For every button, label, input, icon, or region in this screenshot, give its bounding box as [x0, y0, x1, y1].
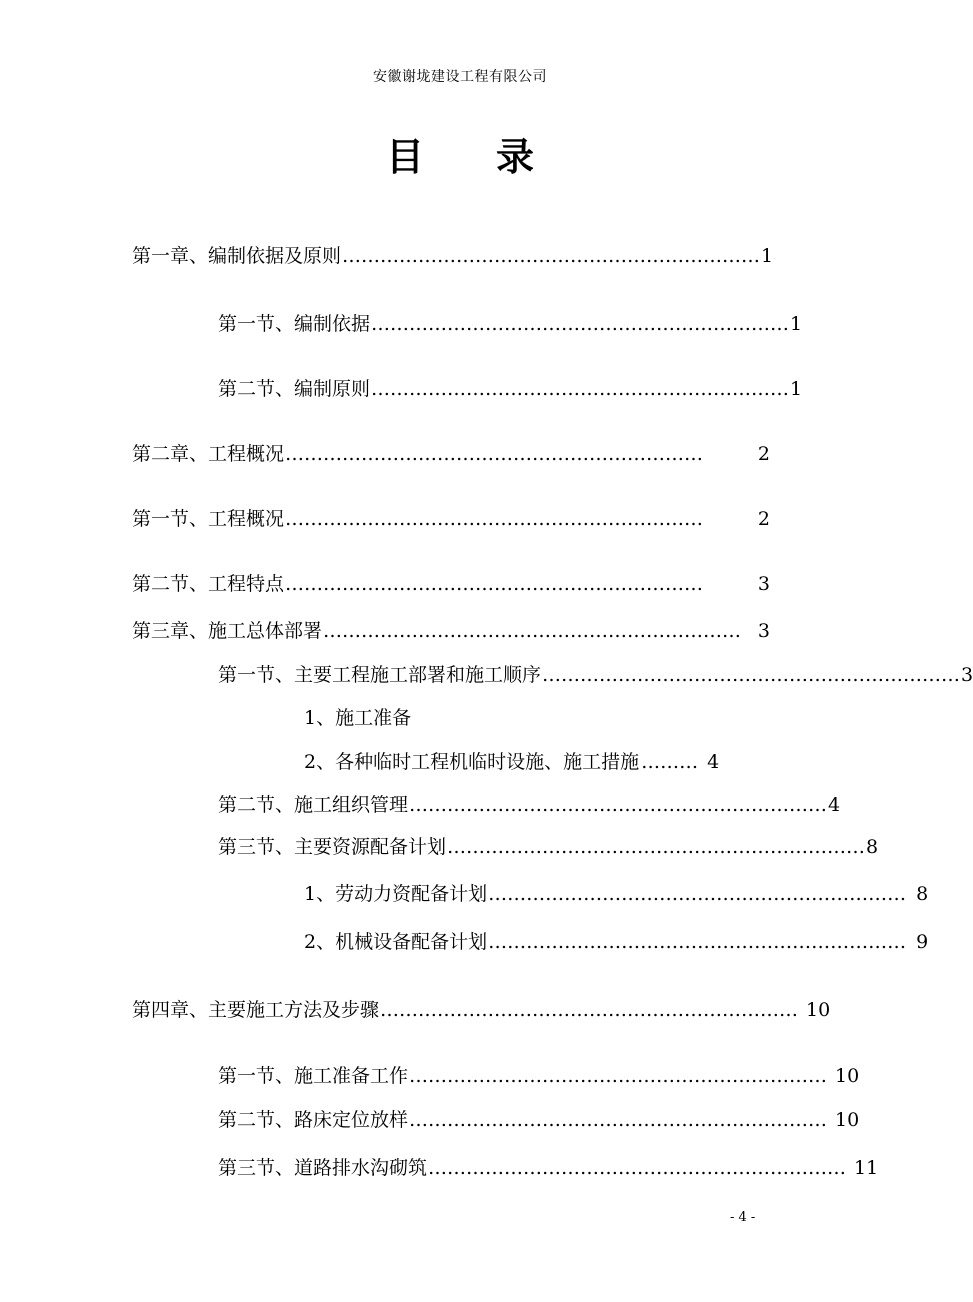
toc-entry[interactable] [304, 750, 770, 774]
toc-entry-label: 1、劳动力资配备计划 [304, 883, 488, 905]
toc-entry-page: 11 [854, 1157, 879, 1179]
toc-entry-label: 第二节、路床定位放样 [218, 1109, 409, 1131]
toc-entry-page: 3 [757, 573, 770, 595]
toc-leader-dots: ………………………………………………………… [488, 883, 907, 905]
toc-entry[interactable] [218, 1064, 860, 1088]
toc-entry[interactable] [132, 507, 770, 531]
toc-entry[interactable] [304, 930, 929, 954]
toc-entry-label: 第二节、编制原则 [218, 378, 371, 400]
toc-title-char-1: 目 [385, 135, 424, 179]
toc-entry[interactable] [218, 1156, 879, 1180]
toc-leader-dots: ………………………………………………………… [409, 1109, 828, 1131]
toc-leader-dots: ………………………………………………………… [285, 508, 704, 530]
toc-entry-label: 第二节、工程特点 [132, 573, 285, 595]
toc-entry[interactable] [218, 835, 879, 859]
toc-leader-dots: ………………………………………………………… [323, 620, 742, 642]
toc-entry-page: 2 [757, 508, 770, 530]
toc-entry-page: 1 [761, 245, 774, 267]
toc-entry-label: 2、机械设备配备计划 [304, 931, 488, 953]
toc-entry-label: 第三章、施工总体部署 [132, 620, 323, 642]
toc-entry-label: 第一章、编制依据及原则 [132, 245, 342, 267]
toc-leader-dots: ………………………………………………………… [380, 999, 799, 1021]
toc-leader-dots: ……… [641, 751, 699, 773]
page-number-footer: - 4 - [730, 1210, 756, 1225]
toc-entry-label: 2、各种临时工程机临时设施、施工措施 [304, 751, 640, 773]
toc-leader-dots: ………………………………………………………… [409, 1065, 828, 1087]
toc-entry-label: 第三节、道路排水沟砌筑 [218, 1157, 428, 1179]
toc-entry-page: 8 [866, 836, 879, 858]
toc-entry-page: 8 [916, 883, 929, 905]
toc-leader-dots: ………………………………………………………… [342, 245, 761, 267]
toc-entry-page: 9 [916, 931, 929, 953]
toc-entry[interactable] [132, 244, 774, 268]
toc-entry[interactable] [218, 1108, 860, 1132]
toc-entry[interactable] [218, 793, 841, 817]
toc-entry-page: 3 [961, 664, 973, 686]
toc-title-char-2: 录 [496, 135, 535, 179]
page-header-company: 安徽谢垅建设工程有限公司 [373, 69, 547, 85]
toc-entry[interactable] [132, 998, 831, 1022]
toc-entry-label: 1、施工准备 [304, 707, 412, 729]
toc-title [0, 126, 920, 181]
toc-entry-page: 10 [835, 1065, 860, 1087]
toc-leader-dots: ………………………………………………………… [371, 313, 790, 335]
toc-entry-label: 第三节、主要资源配备计划 [218, 836, 447, 858]
toc-entry-page: 3 [757, 620, 770, 642]
toc-entry-label: 第一节、工程概况 [132, 508, 285, 530]
toc-entry[interactable] [132, 442, 770, 466]
toc-entry-label: 第一节、施工准备工作 [218, 1065, 409, 1087]
toc-leader-dots: ………………………………………………………… [542, 664, 961, 686]
toc-leader-dots: ………………………………………………………… [447, 836, 866, 858]
toc-entry[interactable] [218, 377, 803, 401]
toc-leader-dots: ………………………………………………………… [285, 573, 704, 595]
toc-entry[interactable] [132, 572, 770, 596]
toc-entry-label: 第一节、编制依据 [218, 313, 371, 335]
toc-entry[interactable] [218, 663, 973, 687]
toc-entry-page: 10 [835, 1109, 860, 1131]
toc-entry[interactable] [304, 882, 929, 906]
toc-entry[interactable] [132, 619, 770, 643]
toc-entry-page: 4 [707, 751, 720, 773]
toc-entry[interactable] [218, 312, 803, 336]
toc-entry-page: 10 [806, 999, 831, 1021]
toc-leader-dots: ………………………………………………………… [428, 1157, 847, 1179]
toc-entry-page: 1 [790, 313, 803, 335]
toc-entry-label: 第一节、主要工程施工部署和施工顺序 [218, 664, 542, 686]
toc-entry-page: 4 [828, 794, 841, 816]
toc-entry-page: 2 [757, 443, 770, 465]
toc-entry-label: 第二章、工程概况 [132, 443, 285, 465]
toc-leader-dots: ………………………………………………………… [488, 931, 907, 953]
toc-leader-dots: ………………………………………………………… [409, 794, 828, 816]
toc-leader-dots: ………………………………………………………… [371, 378, 790, 400]
toc-entry-page: 1 [790, 378, 803, 400]
toc-entry-label: 第二节、施工组织管理 [218, 794, 409, 816]
toc-leader-dots: ………………………………………………………… [285, 443, 704, 465]
toc-entry[interactable] [304, 706, 604, 730]
toc-entry-label: 第四章、主要施工方法及步骤 [132, 999, 380, 1021]
